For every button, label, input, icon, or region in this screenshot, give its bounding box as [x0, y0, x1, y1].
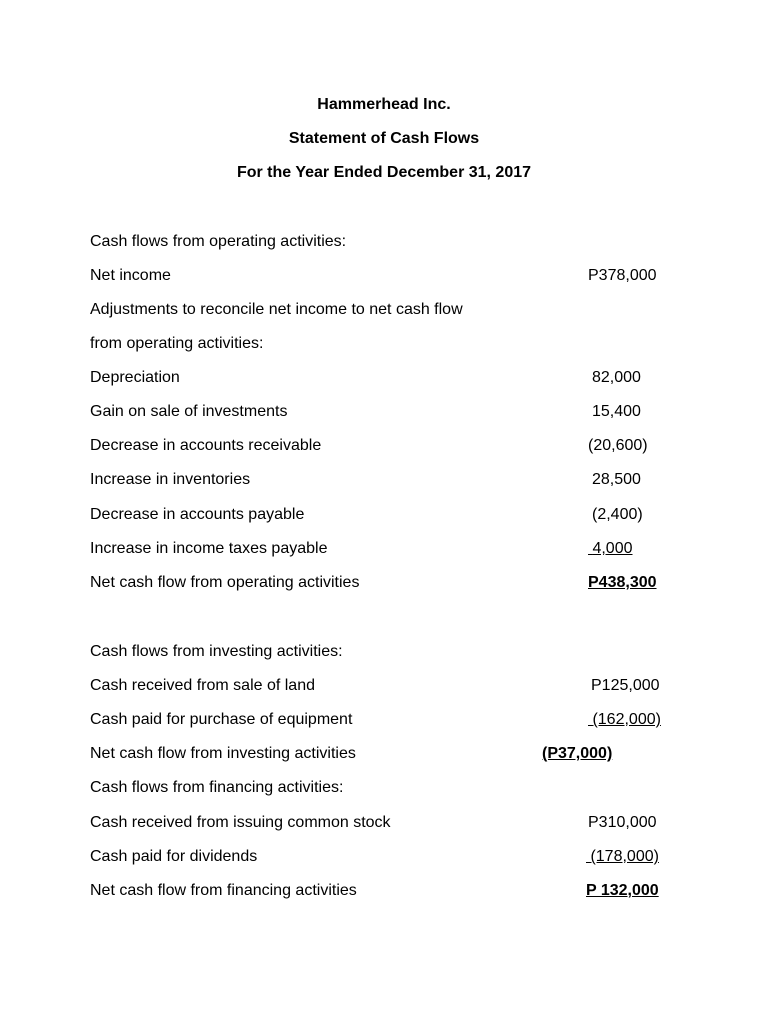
operating-heading: Cash flows from operating activities:: [90, 233, 347, 250]
op-item-value: 15,400: [592, 403, 641, 420]
op-item-label: Depreciation: [90, 369, 180, 386]
investing-heading: Cash flows from investing activities:: [90, 643, 343, 660]
financing-heading: Cash flows from financing activities:: [90, 779, 344, 796]
op-item-label: Gain on sale of investments: [90, 403, 288, 420]
inv-item-label: Cash paid for purchase of equipment: [90, 711, 353, 728]
adjustments-line-2: from operating activities:: [90, 335, 264, 352]
fin-item-value: P310,000: [588, 814, 657, 831]
financing-total-label: Net cash flow from financing activities: [90, 882, 357, 899]
fin-item-label: Cash received from issuing common stock: [90, 814, 391, 831]
operating-total-value: P438,300: [588, 574, 657, 591]
op-item-label: Decrease in accounts receivable: [90, 437, 322, 454]
op-item-value: 82,000: [592, 369, 641, 386]
op-item-value: (20,600): [588, 437, 648, 454]
adjustments-line-1: Adjustments to reconcile net income to net cash flow: [90, 301, 463, 318]
fin-item-value: (178,000): [590, 848, 659, 865]
inv-item-value: P125,000: [591, 677, 660, 694]
net-income-value: P378,000: [588, 267, 657, 284]
financing-total-value: P 132,000: [586, 882, 659, 899]
investing-total-value: (P37,000): [542, 745, 613, 762]
fin-item-label: Cash paid for dividends: [90, 848, 258, 865]
op-item-label: Increase in income taxes payable: [90, 540, 328, 557]
op-item-label: Increase in inventories: [90, 471, 251, 488]
inv-item-label: Cash received from sale of land: [90, 677, 315, 694]
company-name: Hammerhead Inc.: [317, 96, 451, 113]
investing-total-label: Net cash flow from investing activities: [90, 745, 356, 762]
statement-title: Statement of Cash Flows: [288, 130, 480, 147]
op-item-label: Decrease in accounts payable: [90, 506, 305, 523]
inv-item-value: (162,000): [592, 711, 661, 728]
op-item-value: 4,000: [592, 540, 633, 557]
operating-total-label: Net cash flow from operating activities: [90, 574, 360, 591]
op-item-value: 28,500: [592, 471, 641, 488]
net-income-label: Net income: [90, 267, 171, 284]
op-item-value: (2,400): [592, 506, 643, 523]
statement-period: For the Year Ended December 31, 2017: [236, 164, 532, 181]
